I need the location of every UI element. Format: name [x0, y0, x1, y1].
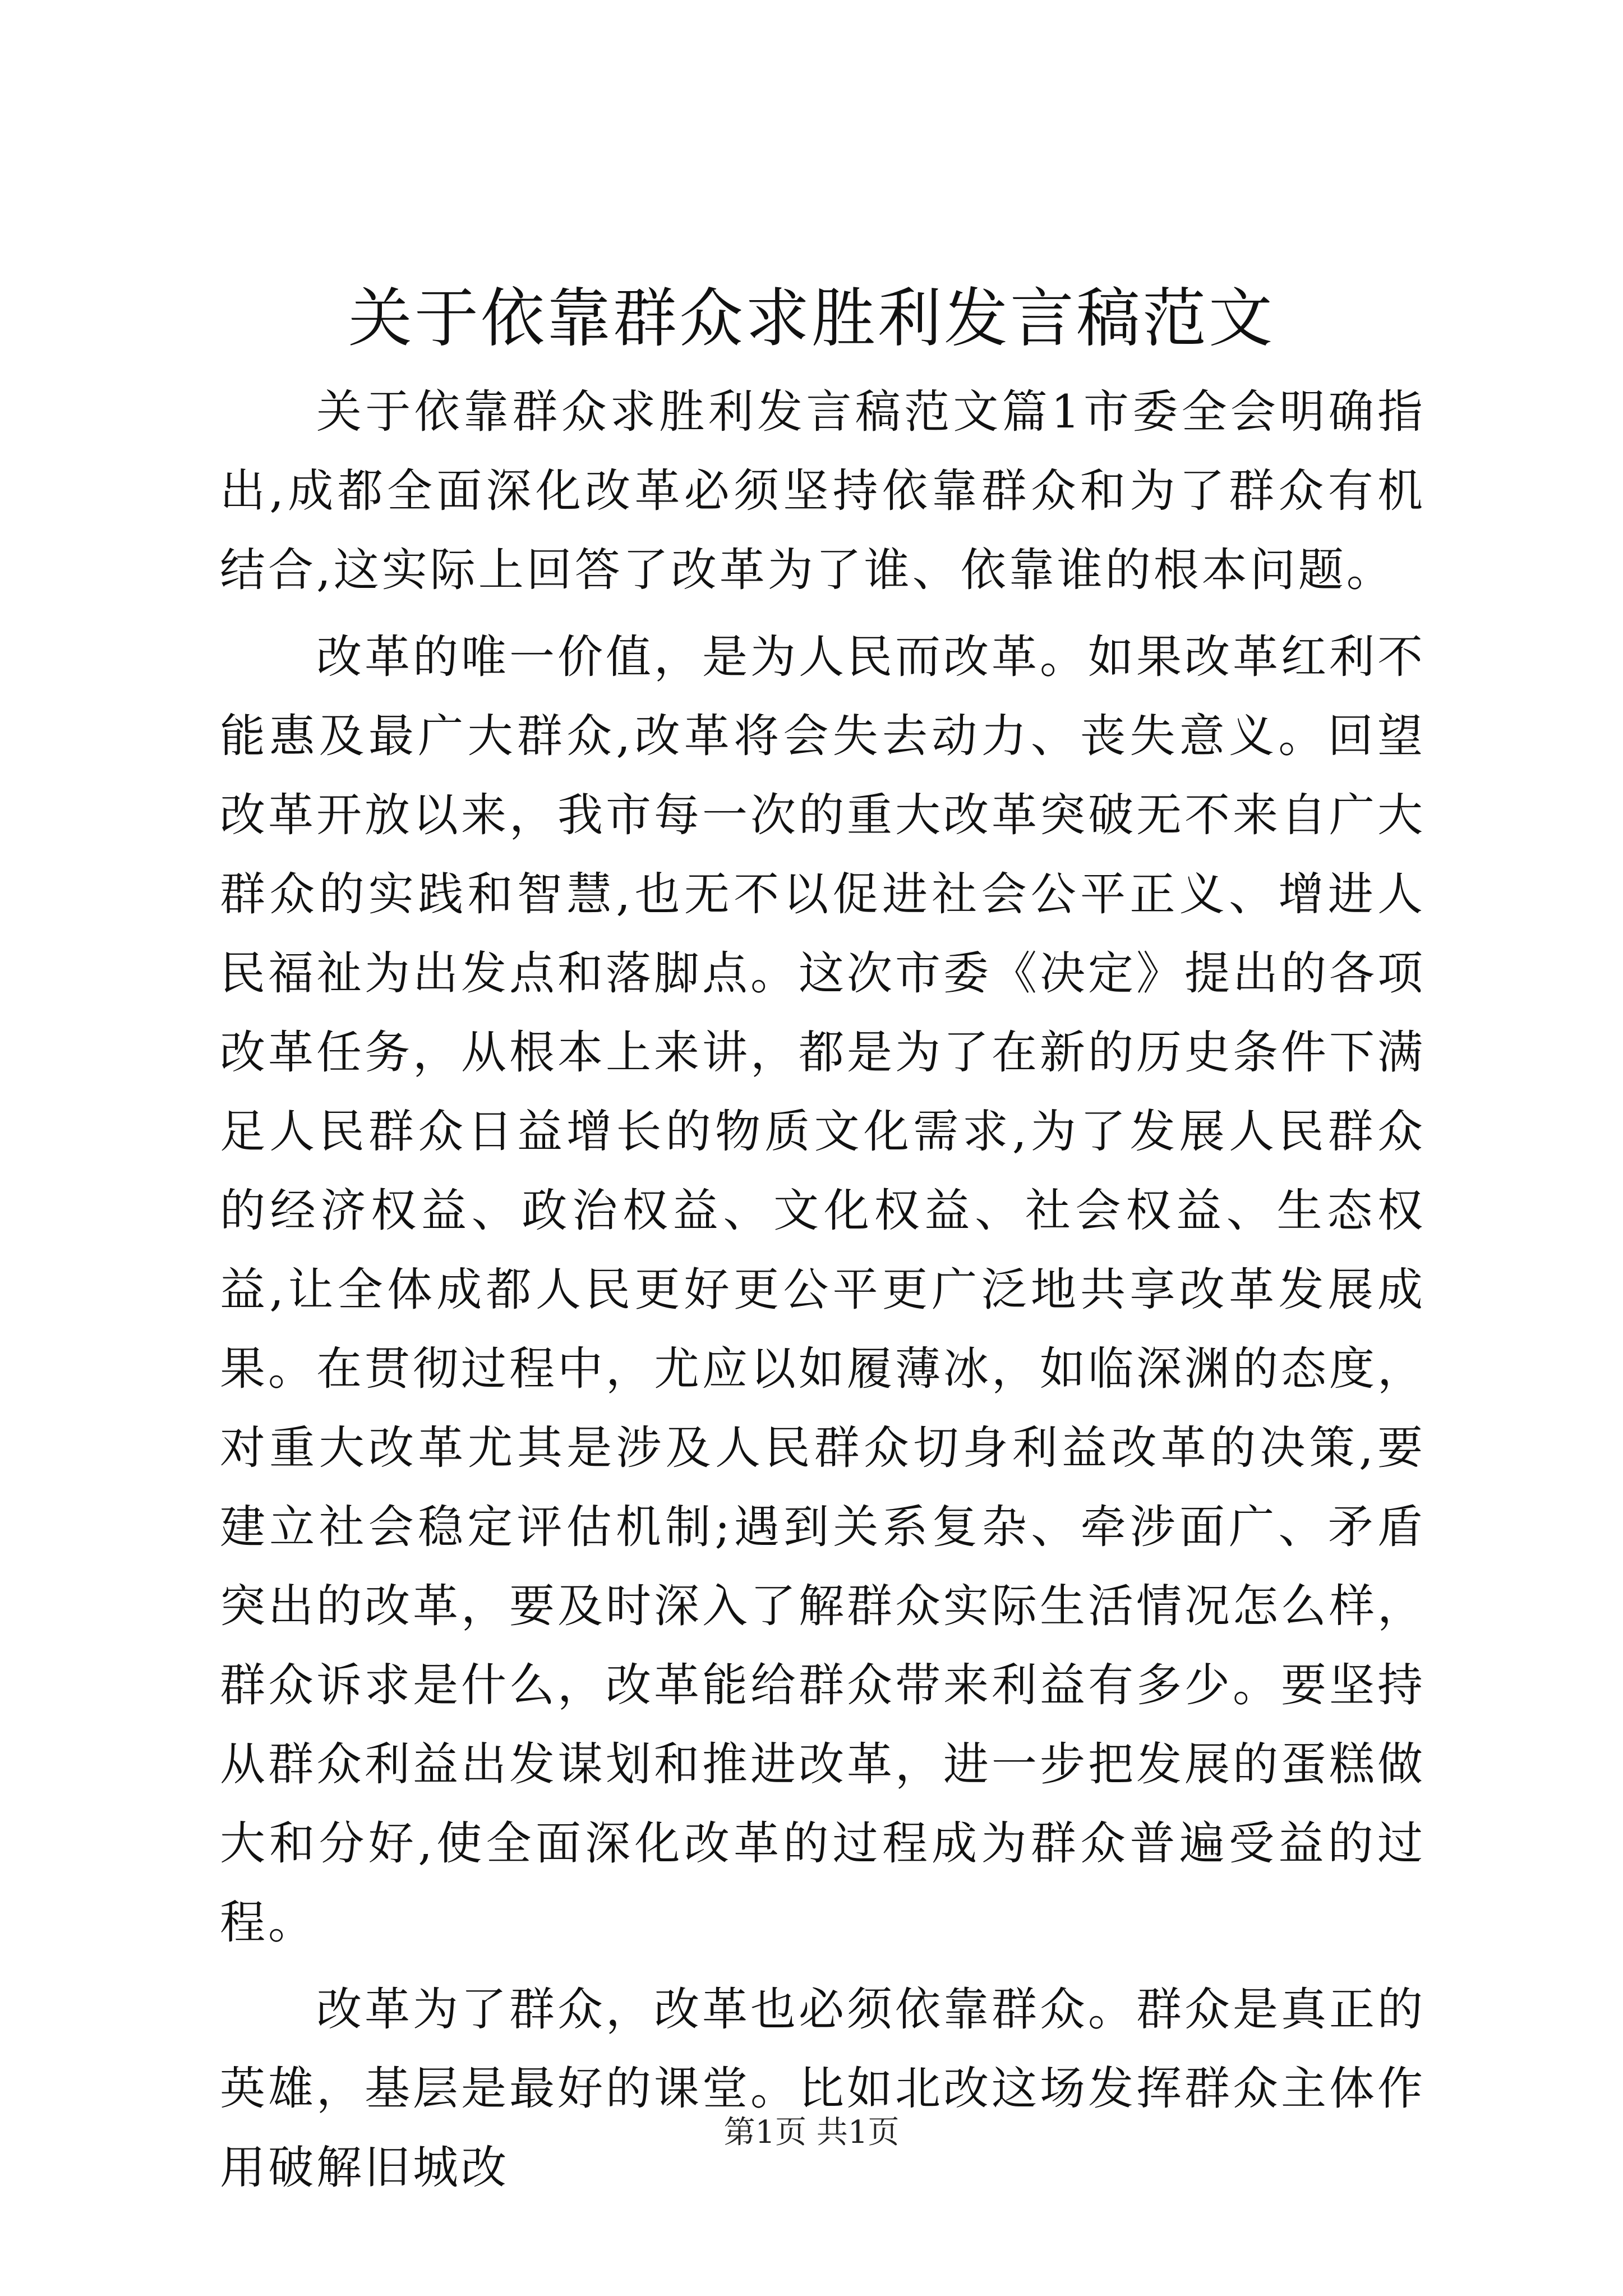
paragraph-2: 改革的唯一价值，是为人民而改革。如果改革红利不能惠及最广大群众,改革将会失去动力、丧失意义。回望改革开放以来，我市每一次的重大改革突破无不来自广大群众的实践和智慧,也无不以促进社会公平正义、增进人民福祉为出发点和落脚点。这次市委《决定》提出的各项改革任务，从根本上来讲，都是为了在新的历史条件下满足人民群众日益增长的物质文化需求,为了发展人民群众的经济权益、政治权益、文化权益、社会权益、生态权益,让全体成都人民更好更公平更广泛地共享改革发展成果。在贯彻过程中，尤应以如履薄冰，如临深渊的态度，对重大改革尤其是涉及人民群众切身利益改革的决策,要建立社会稳定评估机制;遇到关系复杂、牵涉面广、矛盾突出的改革，要及时深入了解群众实际生活情况怎么样，群众诉求是什么，改革能给群众带来利益有多少。要坚持从群众利益出发谋划和推进改革，进一步把发展的蛋糕做大和分好,使全面深化改革的过程成为群众普遍受益的过程。 [220, 631, 1426, 1949]
document-body [220, 373, 1426, 2216]
paragraph-1: 关于依靠群众求胜利发言稿范文篇1市委全会明确指出,成都全面深化改革必须坚持依靠群众和为了群众有机结合,这实际上回答了改革为了谁、依靠谁的根本问题。 [220, 386, 1426, 597]
document-title: 关于依靠群众求胜利发言稿范文 [348, 281, 1275, 356]
paragraph-3: 改革为了群众，改革也必须依靠群众。群众是真正的英雄，基层是最好的课堂。比如北改这场发挥群众主体作用破解旧城改 [220, 1984, 1426, 2194]
page-footer: 第1页 共1页 [723, 2114, 900, 2151]
